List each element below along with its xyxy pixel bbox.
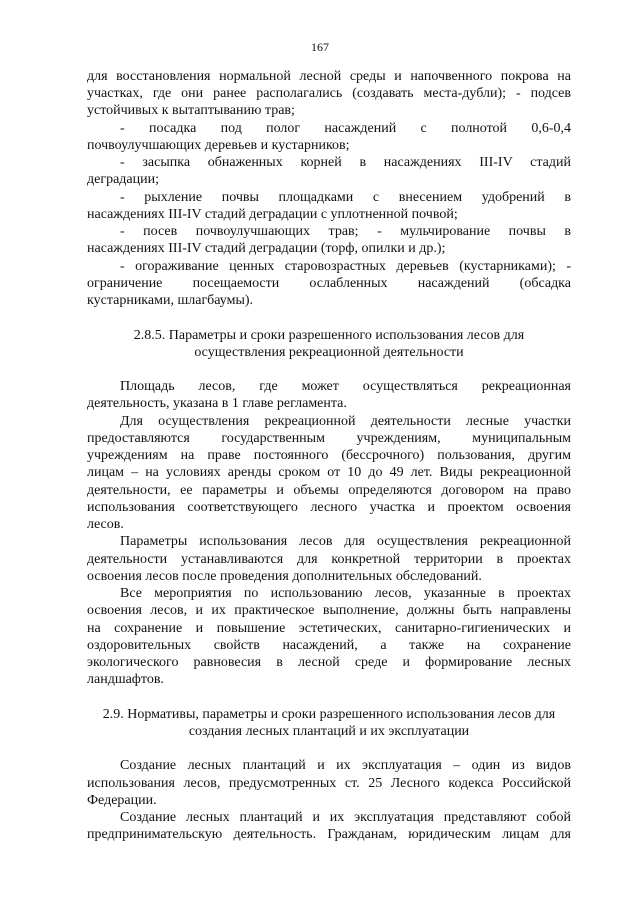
text-line: ограничение посещаемости ослабленных насаждений (обсадка [87,276,571,291]
paragraph-line: Создание лесных плантаций и их эксплуатация представляют собой [120,810,571,825]
text-line: лесов. [87,517,124,532]
text-line: устойчивых к вытаптыванию трав; [87,103,295,118]
text-line: деградации; [87,172,159,187]
page-number: 167 [311,40,329,54]
list-item-line: - посев почвоулучшающих трав; - мульчирование почвы в [120,224,571,239]
list-item-line: - засыпка обнаженных корней в насаждениях III-IV стадий [120,155,571,170]
text-line: почвоулучшающих деревьев и кустарников; [87,138,350,153]
paragraph-line: Создание лесных плантаций и их эксплуатация – один из видов [120,758,571,773]
text-line: использования соответствующего лесного участка и проектом освоения [87,500,571,515]
paragraph-line: Для осуществления рекреационной деятельности лесные участки [120,414,571,429]
list-item-line: - огораживание ценных старовозрастных деревьев (кустарниками); - [120,259,571,274]
text-line: кустарниками, шлагбаумы). [87,293,254,308]
text-line: насаждениях III-IV стадий деградации с уплотненной почвой; [87,207,458,222]
text-line: насаждениях III-IV стадий деградации (торф, опилки и др.); [87,241,446,256]
paragraph-line: Параметры использования лесов для осуществления рекреационной [120,534,571,549]
text-line: деятельности, ее параметры и объемы определяются договором на право [87,483,571,498]
text-line: освоения лесов после проведения дополнительных обследований. [87,569,482,584]
paragraph-line: Площадь лесов, где может осуществляться рекреационная [120,379,571,394]
text-line: оздоровительных свойств насаждений, а также на сохранение [87,638,571,653]
text-line: использования лесов, предусмотренных ст. 25 Лесного кодекса Российской [87,776,571,791]
text-line: экологического равновесия в лесной среде и формирование лесных [87,655,571,670]
text-line: на сохранение и повышение эстетических, санитарно-гигиенических и [87,621,571,636]
text-line: для восстановления нормальной лесной среды и напочвенного покрова на [87,69,571,84]
text-line: деятельность, указана в 1 главе регламента. [87,396,347,411]
section-heading-2-9: создания лесных плантаций и их эксплуатации [188,724,470,739]
text-line: учреждениям на праве постоянного (бессрочного) пользования, другим [87,448,571,463]
text-line: участках, где они ранее располагались (создавать места-дубли); - подсев [87,86,571,101]
section-heading-2-9: 2.9. Нормативы, параметры и сроки разрешенного использования лесов для [102,707,556,722]
section-heading-2-8-5: 2.8.5. Параметры и сроки разрешенного использования лесов для [133,328,525,343]
list-item-line: - посадка под полог насаждений с полнотой 0,6-0,4 [120,121,571,136]
text-line: Федерации. [87,793,157,808]
list-item-line: - рыхление почвы площадками с внесением удобрений в [120,190,571,205]
text-line: освоения лесов, и их практическое выполнение, должны быть направлены [87,603,571,618]
text-line: деятельности устанавливаются для конкретной территории в проектах [87,552,571,567]
text-line: ландшафтов. [87,672,164,687]
paragraph-line: Все мероприятия по использованию лесов, указанные в проектах [120,586,571,601]
text-line: предоставляются государственным учреждениям, муниципальным [87,431,571,446]
text-line: лицам – на условиях аренды сроком от 10 до 49 лет. Виды рекреационной [87,465,571,480]
section-heading-2-8-5: осуществления рекреационной деятельности [194,345,464,360]
text-line: предпринимательскую деятельность. Гражданам, юридическим лицам для [87,827,571,842]
